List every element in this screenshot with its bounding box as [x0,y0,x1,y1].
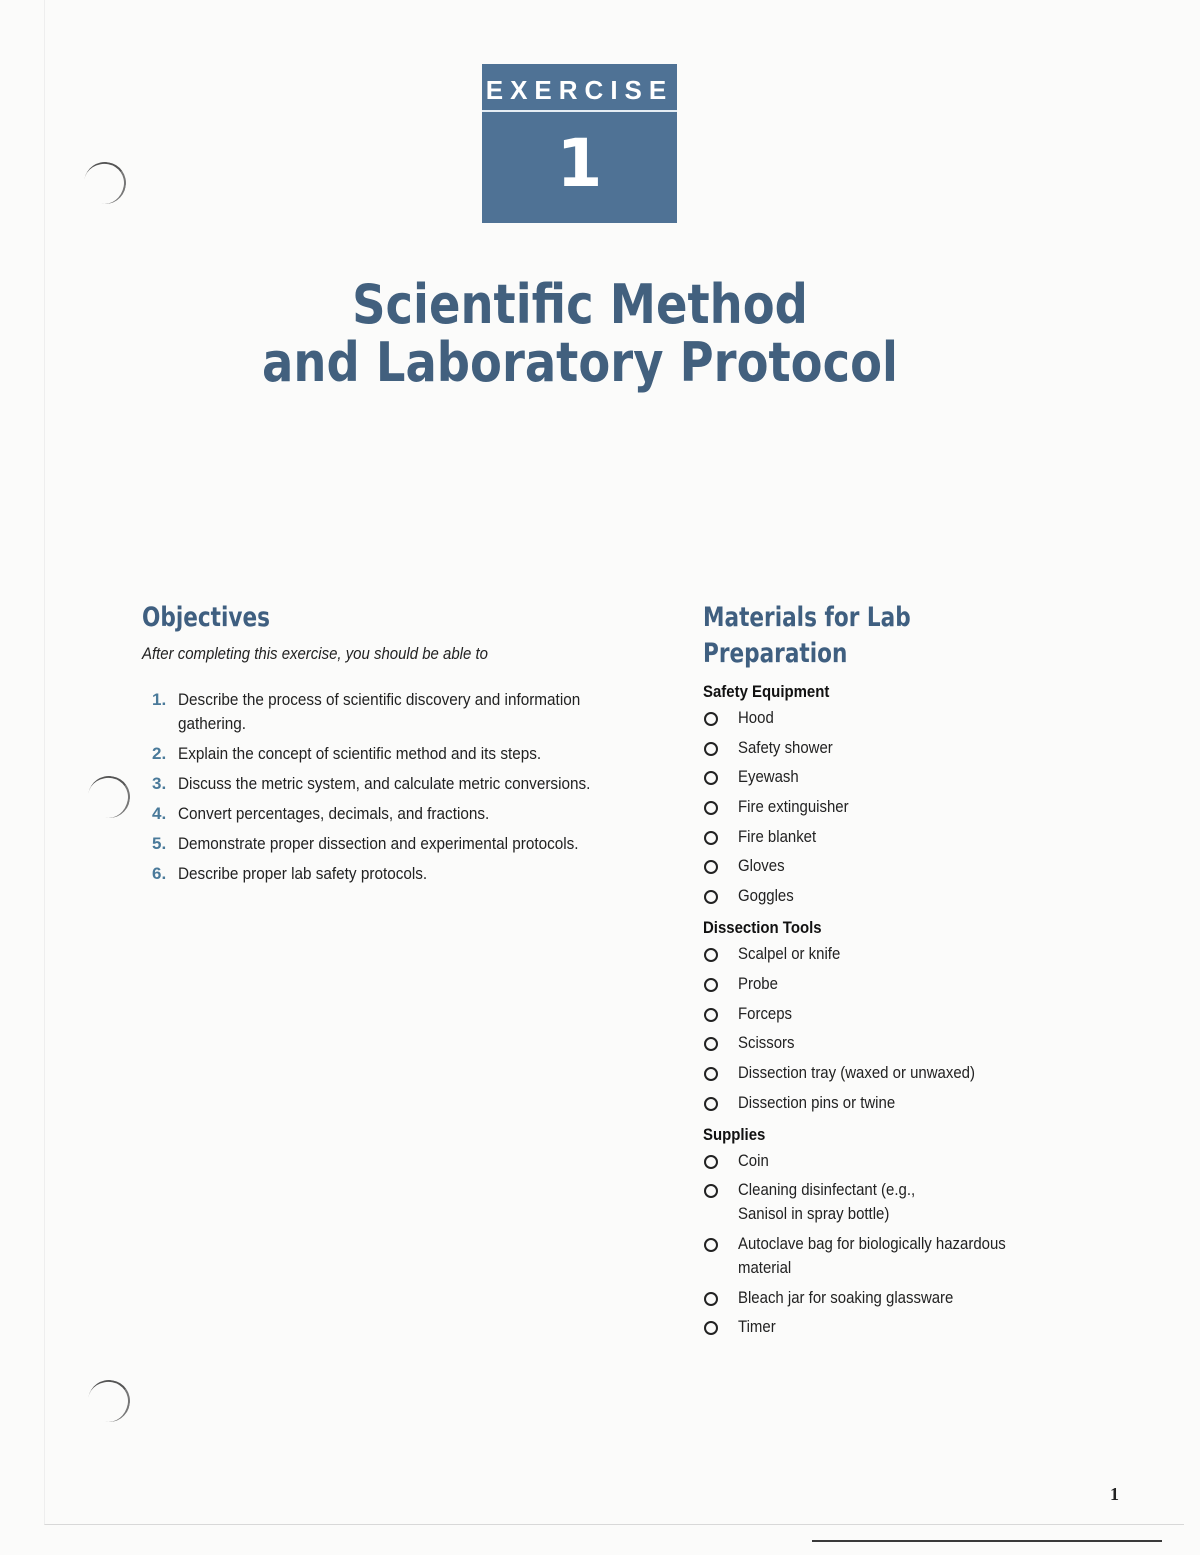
exercise-number: 1 [556,125,603,202]
checklist-item-label: Coin [738,1150,769,1170]
objective-number: 2. [152,744,167,763]
checkbox-circle-icon[interactable] [704,1097,718,1111]
checklist-item [703,1178,1143,1226]
title-line-2: and Laboratory Protocol [262,331,898,394]
objectives-list [142,688,622,886]
checklist-item-label: Dissection tray (waxed or unwaxed) [738,1062,975,1082]
checkbox-circle-icon[interactable] [704,1155,718,1169]
checkbox-circle-icon[interactable] [704,1321,718,1335]
checklist-item [703,1002,1143,1026]
page-number: 1 [1110,1484,1119,1504]
checklist-item-label: Safety shower [738,737,833,757]
supplies-list [703,1149,1143,1340]
materials-heading-line-2: Preparation [703,638,848,669]
safety-equipment-list [703,706,1143,908]
checklist-item [703,1232,1143,1280]
checklist-item-label: Timer [738,1317,776,1337]
checkbox-circle-icon[interactable] [704,978,718,992]
checklist-item-label: Forceps [738,1003,793,1023]
checkbox-circle-icon[interactable] [704,1238,718,1252]
checklist-item-label: Fire extinguisher [738,797,849,817]
objective-text: Explain the concept of scientific method and its steps. [178,744,542,763]
objective-text: Demonstrate proper dissection and experimental protocols. [178,834,579,853]
checklist-item-label: Bleach jar for soaking glassware [738,1287,954,1307]
objective-item [142,688,622,736]
objectives-section [142,600,622,892]
checkbox-circle-icon[interactable] [704,712,718,726]
checkbox-circle-icon[interactable] [704,948,718,962]
materials-heading-line-1: Materials for Lab [703,602,911,633]
bottom-rule [812,1540,1162,1542]
checklist-item-label: Scalpel or knife [738,944,841,964]
checklist-item [703,1286,1143,1310]
checklist-item [703,736,1143,760]
safety-equipment-heading: Safety Equipment [703,682,830,701]
checklist-item-label: Cleaning disinfectant (e.g., Sanisol in spray bottle) [738,1180,916,1224]
checklist-item-label: Dissection pins or twine [738,1092,896,1112]
checklist-item [703,972,1143,996]
checkbox-circle-icon[interactable] [704,890,718,904]
checkbox-circle-icon[interactable] [704,1067,718,1081]
objective-text: Describe the process of scientific discovery and information gathering. [178,690,581,733]
checklist-item-label: Scissors [738,1033,795,1053]
objective-item [142,802,622,826]
supplies-heading: Supplies [703,1124,766,1144]
objective-item [142,772,622,796]
objective-number: 1. [152,690,167,709]
objective-number: 6. [152,864,167,883]
checkbox-circle-icon[interactable] [704,1008,718,1022]
objective-text: Discuss the metric system, and calculate metric conversions. [178,774,591,793]
dissection-tools-heading: Dissection Tools [703,918,822,938]
checklist-item [703,854,1143,878]
checklist-item-label: Fire blanket [738,826,817,846]
exercise-badge [482,64,677,223]
checklist-item [703,1061,1143,1085]
page-title [253,273,907,394]
checkbox-circle-icon[interactable] [704,831,718,845]
checklist-item [703,1149,1143,1173]
checklist-item [703,1031,1143,1055]
exercise-label: EXERCISE [482,64,677,112]
checklist-item [703,706,1143,730]
checkbox-circle-icon[interactable] [704,742,718,756]
objective-text: Convert percentages, decimals, and fractions. [178,804,490,823]
checklist-item [703,765,1143,789]
checklist-item [703,1315,1143,1339]
checkbox-circle-icon[interactable] [704,1037,718,1051]
checklist-item [703,884,1143,908]
checkbox-circle-icon[interactable] [704,860,718,874]
objective-number: 3. [152,774,167,793]
objective-text: Describe proper lab safety protocols. [178,864,428,883]
objective-item [142,832,622,856]
checklist-item-label: Goggles [738,886,794,906]
objective-item [142,862,622,886]
objectives-intro: After completing this exercise, you should be able to [142,644,488,663]
objective-item [142,742,622,766]
materials-section [703,600,1143,1345]
checkbox-circle-icon[interactable] [704,1184,718,1198]
dissection-tools-list [703,942,1143,1114]
objective-number: 4. [152,804,167,823]
checklist-item-label: Eyewash [738,767,799,787]
checklist-item [703,942,1143,966]
title-line-1: Scientific Method [352,273,808,336]
checklist-item [703,1091,1143,1115]
objective-number: 5. [152,834,167,853]
checklist-item [703,795,1143,819]
objectives-heading: Objectives [142,602,270,633]
checklist-item-label: Hood [738,708,774,727]
checklist-item-label: Probe [738,973,778,993]
checklist-item [703,825,1143,849]
checklist-item-label: Gloves [738,856,785,876]
checkbox-circle-icon[interactable] [704,801,718,815]
checklist-item-label: Autoclave bag for biologically hazardous material [738,1233,1006,1277]
checkbox-circle-icon[interactable] [704,771,718,785]
checkbox-circle-icon[interactable] [704,1292,718,1306]
